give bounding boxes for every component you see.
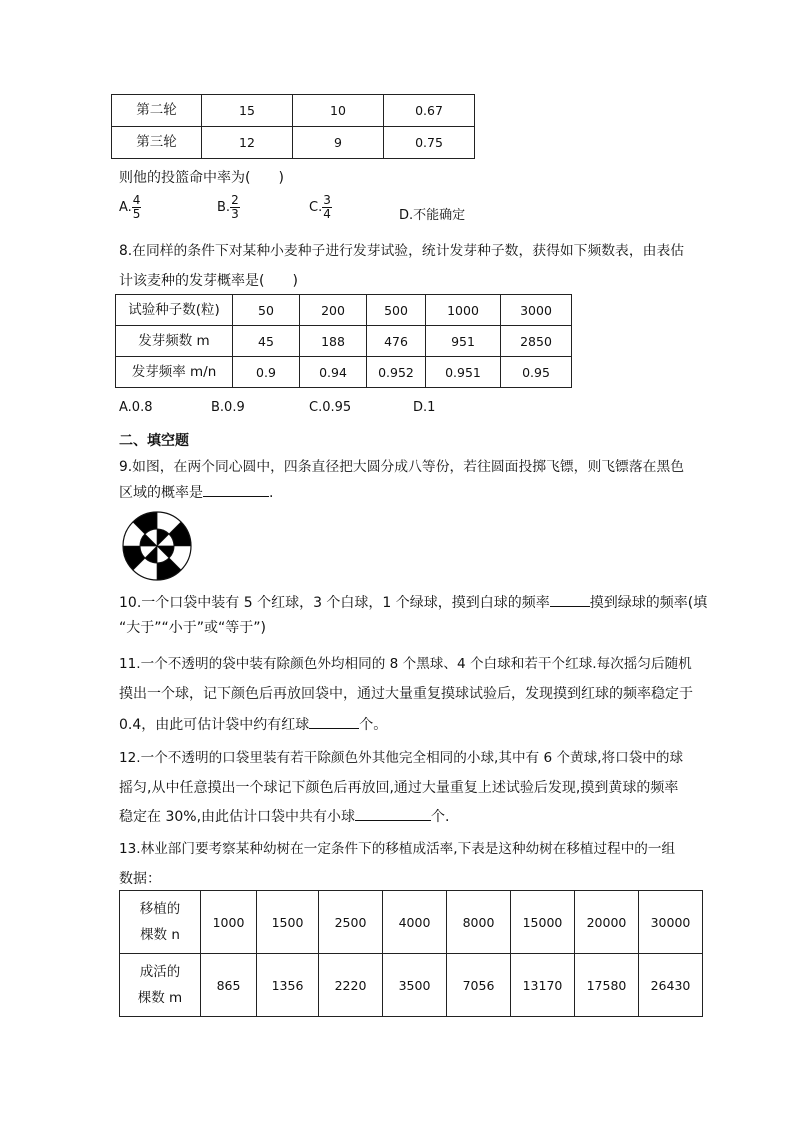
table-cell: 2500 <box>319 891 383 954</box>
table-cell: 2220 <box>319 954 383 1017</box>
table-cell: 1000 <box>201 891 257 954</box>
table-cell: 试验种子数(粒) <box>116 295 233 326</box>
q7-option-a: A. $\frac{4}{5}$ <box>119 193 141 221</box>
q11-line3: 0.4，由此可估计袋中约有红球 个。 <box>119 717 388 733</box>
table-cell: 10 <box>293 95 384 127</box>
table-cell: 500 <box>367 295 426 326</box>
table-cell: 发芽频数 m <box>116 326 233 357</box>
table-cell: 0.952 <box>367 357 426 388</box>
table-cell: 7056 <box>447 954 511 1017</box>
table-cell: 第三轮 <box>112 127 202 159</box>
q9-line2: 区域的概率是 . <box>119 485 274 501</box>
table-cell: 0.67 <box>384 95 475 127</box>
table-cell: 0.951 <box>426 357 501 388</box>
q10-line1: 10.一个口袋中装有 5 个红球，3 个白球，1 个绿球，摸到白球的频率 摸到绿球的频率(填 <box>119 595 708 611</box>
table-cell: 0.95 <box>501 357 572 388</box>
table-row <box>120 891 703 954</box>
table-cell: 0.75 <box>384 127 475 159</box>
table-cell: 成活的 棵数 m <box>120 954 201 1017</box>
table-cell: 1500 <box>257 891 319 954</box>
q11-line1: 11.一个不透明的袋中装有除颜色外均相同的 8 个黑球、4 个白球和若干个红球.每次摇匀后随机 <box>119 656 692 672</box>
germination-table <box>115 294 572 388</box>
dartboard-figure <box>120 509 194 583</box>
table-cell: 3500 <box>383 954 447 1017</box>
q7-option-c: C. $\frac{3}{4}$ <box>309 193 331 221</box>
q8-line1: 8.在同样的条件下对某种小麦种子进行发芽试验，统计发芽种子数，获得如下频数表，由表估 <box>119 243 685 259</box>
q9-line1: 9.如图，在两个同心圆中，四条直径把大圆分成八等份，若往圆面投掷飞镖，则飞镖落在黑色 <box>119 459 685 475</box>
table-cell: 30000 <box>639 891 703 954</box>
table-cell: 951 <box>426 326 501 357</box>
shooting-table <box>111 94 475 159</box>
q13-line1: 13.林业部门要考察某种幼树在一定条件下的移植成活率,下表是这种幼树在移植过程中的一组 <box>119 841 676 857</box>
table-cell: 第二轮 <box>112 95 202 127</box>
table-cell: 8000 <box>447 891 511 954</box>
q12-line2: 摇匀,从中任意摸出一个球记下颜色后再放回,通过大量重复上述试验后发现,摸到黄球的频率 <box>119 780 679 796</box>
table-row <box>116 326 572 357</box>
table-cell: 200 <box>300 295 367 326</box>
table-row <box>112 95 475 127</box>
q12-line1: 12.一个不透明的口袋里装有若干除颜色外其他完全相同的小球,其中有 6 个黄球,将口袋中的球 <box>119 750 684 766</box>
table-cell: 50 <box>233 295 300 326</box>
q13-line2: 数据： <box>119 871 161 887</box>
table-cell: 12 <box>202 127 293 159</box>
table-cell: 15 <box>202 95 293 127</box>
table-cell: 865 <box>201 954 257 1017</box>
table-cell: 1000 <box>426 295 501 326</box>
table-row <box>116 357 572 388</box>
table-cell: 4000 <box>383 891 447 954</box>
table-cell: 0.94 <box>300 357 367 388</box>
q8-line2: 计该麦种的发芽概率是( ) <box>119 273 298 289</box>
q7-prompt: 则他的投篮命中率为( ) <box>119 170 284 186</box>
table-cell: 0.9 <box>233 357 300 388</box>
q12-line3: 稳定在 30%,由此估计口袋中共有小球 个. <box>119 809 450 825</box>
q10-line2: “大于”“小于”或“等于”) <box>119 620 266 636</box>
q8-option-b: B.0.9 <box>211 400 245 415</box>
table-row <box>120 954 703 1017</box>
table-cell: 发芽频率 m/n <box>116 357 233 388</box>
table-cell: 1356 <box>257 954 319 1017</box>
q8-option-a: A.0.8 <box>119 400 153 415</box>
table-cell: 17580 <box>575 954 639 1017</box>
table-cell: 20000 <box>575 891 639 954</box>
q8-option-d: D.1 <box>413 400 436 415</box>
table-cell: 2850 <box>501 326 572 357</box>
table-cell: 9 <box>293 127 384 159</box>
q11-line2: 摸出一个球，记下颜色后再放回袋中，通过大量重复摸球试验后，发现摸到红球的频率稳定于 <box>119 686 693 702</box>
table-row <box>112 127 475 159</box>
table-cell: 476 <box>367 326 426 357</box>
q8-option-c: C.0.95 <box>309 400 352 415</box>
table-cell: 188 <box>300 326 367 357</box>
section-title: 二、填空题 <box>119 433 189 449</box>
q7-option-d: D.不能确定 <box>399 208 466 223</box>
table-cell: 26430 <box>639 954 703 1017</box>
transplant-table <box>119 890 703 1017</box>
q7-option-b: B. $\frac{2}{3}$ <box>217 193 239 221</box>
table-cell: 13170 <box>511 954 575 1017</box>
table-row <box>116 295 572 326</box>
table-cell: 移植的 棵数 n <box>120 891 201 954</box>
table-cell: 45 <box>233 326 300 357</box>
table-cell: 3000 <box>501 295 572 326</box>
table-cell: 15000 <box>511 891 575 954</box>
